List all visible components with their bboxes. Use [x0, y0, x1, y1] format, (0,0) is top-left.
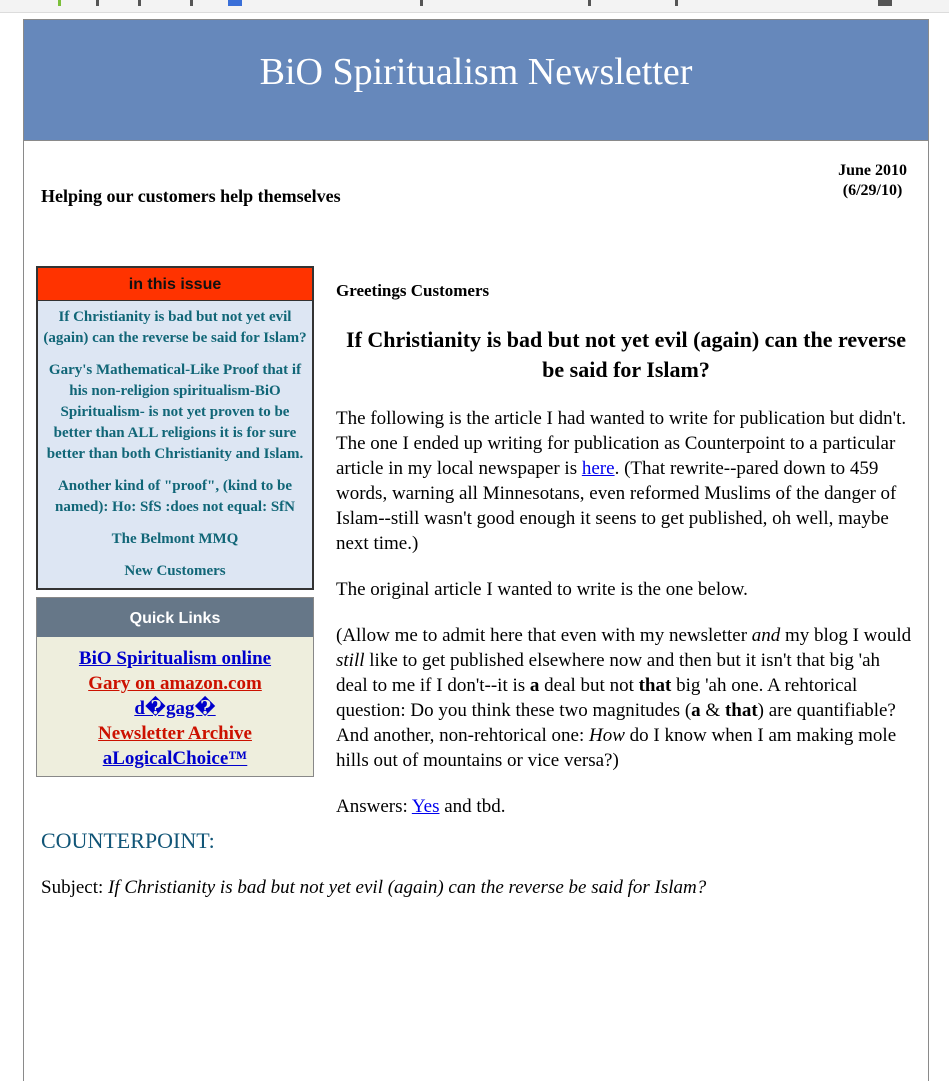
issue-item: The Belmont MMQ: [111, 531, 239, 547]
issue-item: New Customers: [124, 563, 226, 579]
text: do I know when I am making mole hills out of mountains or vice versa?): [336, 725, 897, 771]
text: like to get published elsewhere now and then but it isn't that big 'ah deal to me if I don't--it is: [336, 650, 881, 696]
sidebar: [36, 266, 314, 777]
issue-item: If Christianity is bad but not yet evil (again) can the reverse be said for Islam?: [43, 309, 307, 346]
emphasis: and: [751, 625, 781, 646]
issue-item: Gary's Mathematical-Like Proof that if his non-religion spiritualism-BiO Spiritualism- is not yet proven to be better than ALL religions it is for sure better than both Christianity and Islam.: [46, 362, 304, 462]
paragraph-intro: [336, 406, 916, 556]
text: (Allow me to admit here that even with my newsletter: [336, 625, 752, 646]
quick-link-alogicalchoice[interactable]: aLogicalChoice™: [102, 748, 248, 769]
answers-label: Answers:: [336, 796, 412, 817]
in-this-issue-heading: in this issue: [38, 268, 312, 301]
paragraph-answers: [336, 794, 916, 819]
paragraph-intro-text-end: . (That rewrite--pared down to 459 words, warning all Minnesotans, even reformed Muslims of the danger of Islam--still wasn't good enough it seens to get published, oh well, maybe next time.): [336, 458, 897, 554]
text: my blog I would: [780, 625, 912, 646]
quick-links-box: [36, 597, 314, 777]
quick-link-dogago[interactable]: d�gag�: [134, 698, 216, 719]
paragraph-intro-text: The following is the article I had wanted to write for publication but didn't. The one I ended up writing for publication as Counterpoint to a particular article in my local newspaper is: [336, 408, 907, 479]
text: ) are quantifiable? And another, non-rehtorical one:: [336, 700, 896, 746]
quick-link-newsletter-archive[interactable]: Newsletter Archive: [98, 723, 252, 744]
issue-date-full: (6/29/10): [842, 182, 903, 199]
browser-top-strip: [0, 0, 949, 13]
subject-line: [41, 877, 706, 899]
tagline: Helping our customers help themselves: [41, 186, 341, 206]
greeting: Greetings Customers: [336, 281, 490, 300]
quick-link-amazon[interactable]: Gary on amazon.com: [88, 673, 262, 694]
quick-link-bio-online[interactable]: BiO Spiritualism online: [78, 648, 272, 669]
strong: that: [638, 675, 672, 696]
emphasis: How: [589, 725, 625, 746]
yes-link[interactable]: Yes: [411, 796, 440, 817]
text: big 'ah one. A rehtorical question: Do you think these two magnitudes (: [336, 675, 858, 721]
newsletter-title: BiO Spiritualism Newsletter: [259, 51, 693, 93]
paragraph-admission: [336, 623, 916, 773]
here-link[interactable]: here: [581, 458, 615, 479]
text: &: [700, 700, 725, 721]
subject-label: Subject:: [41, 877, 109, 898]
newsletter-banner: [24, 20, 928, 141]
issue-item: Another kind of "proof", (kind to be named): Ho: SfS :does not equal: SfN: [54, 478, 295, 515]
article-headline: If Christianity is bad but not yet evil (again) can the reverse be said for Islam?: [346, 327, 906, 382]
answers-text: and tbd.: [439, 796, 506, 817]
emphasis: still: [336, 650, 365, 671]
strong: a: [529, 675, 540, 696]
text: deal but not: [539, 675, 639, 696]
strong: a: [691, 700, 701, 721]
issue-list: [38, 301, 312, 588]
paragraph-original: The original article I wanted to write is the one below.: [336, 579, 748, 600]
main-article: [336, 278, 916, 819]
issue-date-month: June 2010: [838, 162, 907, 179]
newsletter-page: [23, 19, 929, 1081]
strong: that: [724, 700, 758, 721]
counterpoint-heading: COUNTERPOINT:: [41, 828, 215, 853]
issue-date: [838, 161, 907, 201]
quick-links-list: [37, 637, 313, 776]
quick-links-heading: Quick Links: [37, 598, 313, 637]
in-this-issue-box: [36, 266, 314, 590]
subject-text: If Christianity is bad but not yet evil (again) can the reverse be said for Islam?: [108, 877, 707, 898]
